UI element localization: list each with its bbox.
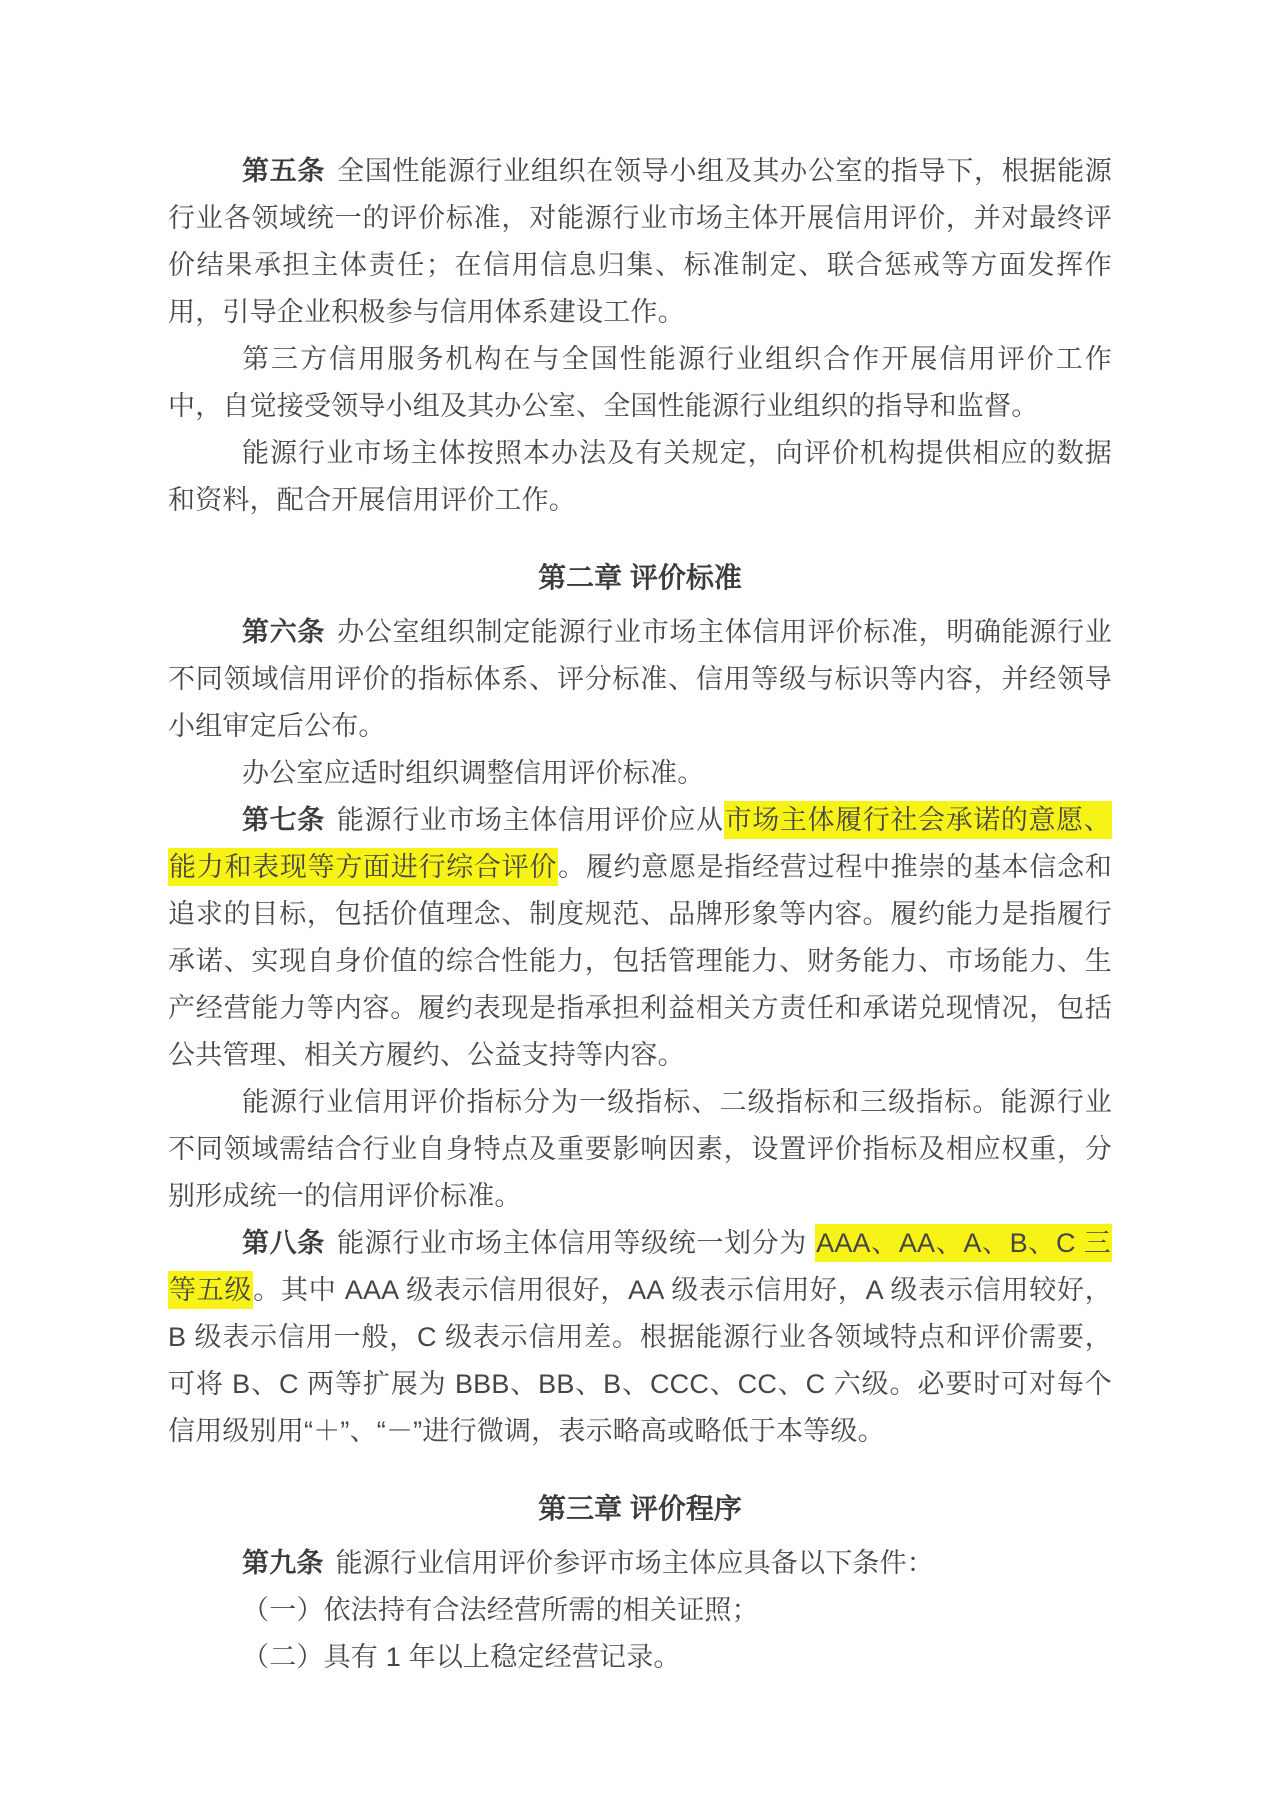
article-7-text-rest: 。履约意愿是指经营过程中推崇的基本信念和追求的目标，包括价值理念、制度规范、品牌形象等内容。履约能力是指履行承诺、实现自身价值的综合性能力，包括管理能力、财务能力、市场能力、生产经营能力等内容。履约表现是指承担利益相关方责任和承诺兑现情况，包括公共管理、相关方履约、公益支持等内容。 [168,852,1112,1070]
list-item-2 [168,1634,1112,1681]
chapter-3-heading: 第三章 评价程序 [538,1493,742,1524]
article-6-text: 办公室组织制定能源行业市场主体信用评价标准，明确能源行业不同领域信用评价的指标体系、评分标准、信用等级与标识等内容，并经领导小组审定后公布。 [168,617,1112,741]
article-7-highlight: 市场主体履行社会承诺的意愿、能力和表现等方面进行综合评价 [168,801,1112,886]
article-9-text: 能源行业信用评价参评市场主体应具备以下条件： [335,1548,935,1578]
document-body [168,0,1112,1801]
article-9-number: 第九条 [242,1548,324,1578]
list-item-1 [168,1587,1112,1634]
article-7-text-lead: 能源行业市场主体信用评价应从 [336,805,724,835]
para-third-party [168,336,1112,430]
para-article-6 [168,609,1112,750]
article-6-number: 第六条 [242,617,326,647]
para-office-adjust [168,750,1112,797]
para-market-entity [168,430,1112,524]
para-article-7 [168,797,1112,1079]
market-entity-text: 能源行业市场主体按照本办法及有关规定，向评价机构提供相应的数据和资料，配合开展信用评价工作。 [168,438,1112,515]
article-8-text-lead: 能源行业市场主体信用等级统一划分为 [336,1228,816,1258]
article-8-number: 第八条 [242,1228,325,1258]
article-8-text-rest: 。其中 AAA 级表示信用很好，AA 级表示信用好，A 级表示信用较好，B 级表示信用一般，C 级表示信用差。根据能源行业各领域特点和评价需要，可将 B、C 两等扩展为 BBB、BB、B、CCC、CC、C 六级。必要时可对每个信用级别用“＋”、“－”进行微调，表示略高或略低于本等级。 [168,1275,1112,1446]
indicators-text: 能源行业信用评价指标分为一级指标、二级指标和三级指标。能源行业不同领域需结合行业自身特点及重要影响因素，设置评价指标及相应权重，分别形成统一的信用评价标准。 [168,1087,1112,1211]
list-item-2-text: （二）具有 1 年以上稳定经营记录。 [242,1642,681,1672]
para-article-5 [168,148,1112,336]
office-adjust-text: 办公室应适时组织调整信用评价标准。 [242,758,705,788]
article-8-highlight: AAA、AA、A、B、C 三等五级 [168,1224,1112,1309]
list-item-1-text: （一）依法持有合法经营所需的相关证照； [242,1595,759,1625]
third-party-text: 第三方信用服务机构在与全国性能源行业组织合作开展信用评价工作中，自觉接受领导小组及其办公室、全国性能源行业组织的指导和监督。 [168,344,1112,421]
article-5-number: 第五条 [242,156,326,186]
article-5-text: 全国性能源行业组织在领导小组及其办公室的指导下，根据能源行业各领域统一的评价标准，对能源行业市场主体开展信用评价，并对最终评价结果承担主体责任；在信用信息归集、标准制定、联合惩戒等方面发挥作用，引导企业积极参与信用体系建设工作。 [168,156,1112,327]
para-article-9 [168,1540,1112,1587]
chapter-2-heading: 第二章 评价标准 [538,562,742,593]
para-article-8 [168,1220,1112,1455]
article-7-number: 第七条 [242,805,325,835]
para-indicators [168,1079,1112,1220]
